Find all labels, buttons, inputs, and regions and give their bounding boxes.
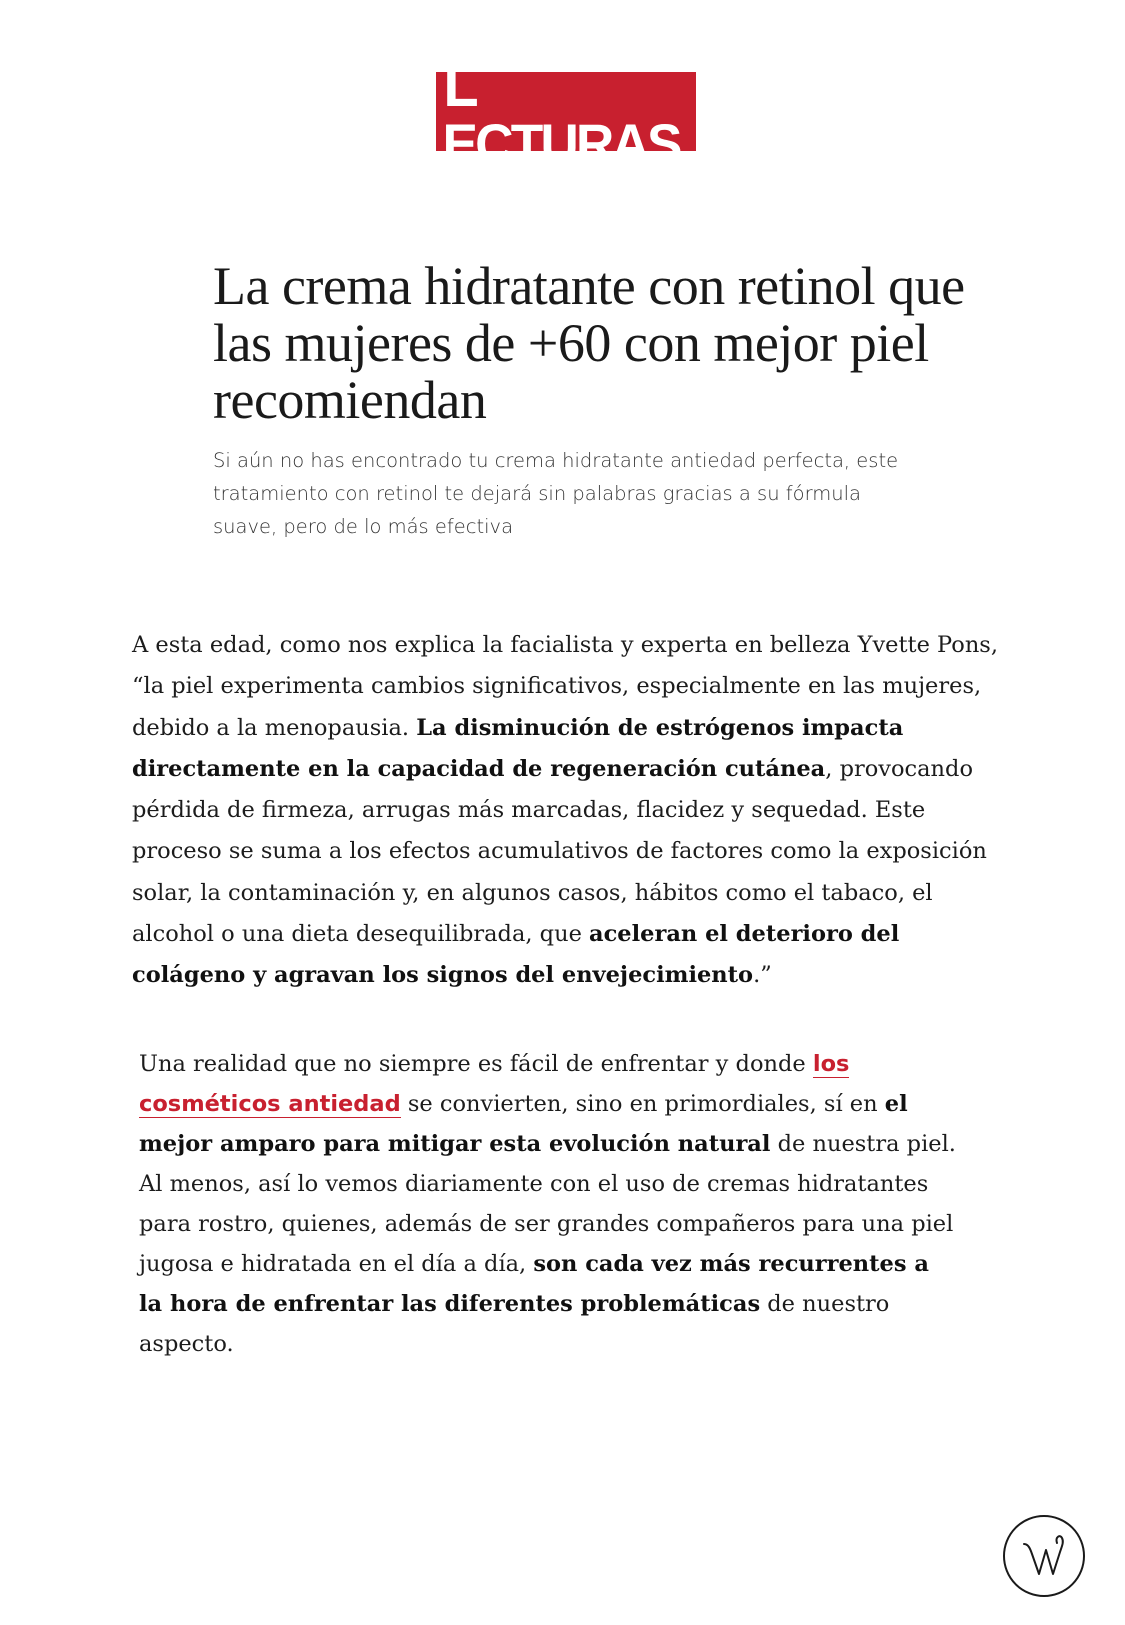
paragraph-1-text-c: .”	[753, 962, 772, 989]
paragraph-2-bold-a: el mejor amparo para mitigar esta evolución natural	[139, 1091, 908, 1157]
article-paragraph-2	[139, 1044, 959, 1364]
paragraph-2-text-c: de nuestra piel. Al menos, así lo vemos diariamente con el uso de cremas hidratantes para rostro, quienes, además de ser grandes compañeros para una piel jugosa e hidratada en el día a día,	[139, 1131, 956, 1277]
paragraph-2-text-a: Una realidad que no siempre es fácil de enfrentar y donde	[139, 1051, 813, 1077]
paragraph-1-bold-a: La disminución de estrógenos impacta directamente en la capacidad de regeneración cutánea	[132, 714, 904, 782]
lecturas-logo[interactable]	[436, 47, 696, 175]
circle-w-monogram-icon	[1002, 1514, 1086, 1598]
paragraph-2-text-d: de nuestro aspecto.	[139, 1291, 890, 1357]
antiaging-cosmetics-link[interactable]: los cosméticos antiedad	[139, 1051, 850, 1117]
article-subheadline: Si aún no has encontrado tu crema hidratante antiedad perfecta, este tratamiento con retinol te dejará sin palabras gracias a su fórmula suave, pero de lo más efectiva	[213, 449, 899, 538]
article-headline: La crema hidratante con retinol que las mujeres de +60 con mejor piel recomiendan	[213, 256, 965, 430]
paragraph-1-text-a: A esta edad, como nos explica la facialista y experta en belleza Yvette Pons, “la piel experimenta cambios significativos, especialmente en las mujeres, debido a la menopausia.	[132, 632, 999, 741]
paragraph-1-text-b: , provocando pérdida de firmeza, arrugas más marcadas, flacidez y sequedad. Este proceso se suma a los efectos acumulativos de factores como la exposición solar, la contaminación y, en algunos casos, hábitos como el tabaco, el alcohol o una dieta desequilibrada, que	[132, 755, 987, 948]
article-paragraph-1	[132, 625, 1012, 997]
paragraph-1-bold-b: aceleran el deterioro del colágeno y agravan los signos del envejecimiento	[132, 921, 900, 989]
logo-text: LECTURAS	[442, 47, 680, 175]
paragraph-2-text-b: se convierten, sino en primordiales, sí en	[400, 1091, 885, 1117]
paragraph-2-bold-b: son cada vez más recurrentes a la hora de enfrentar las diferentes problemáticas	[139, 1251, 929, 1317]
